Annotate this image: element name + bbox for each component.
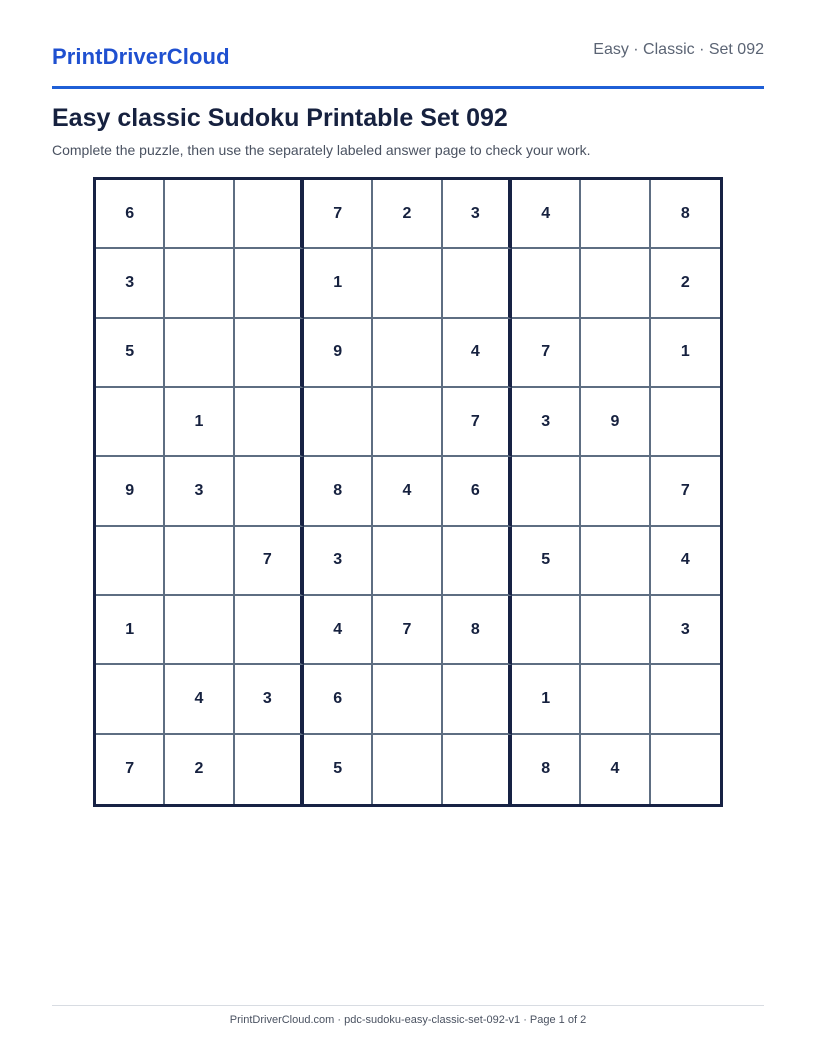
sudoku-cell[interactable]: 8 <box>304 457 373 526</box>
sudoku-cell[interactable] <box>581 596 650 665</box>
sudoku-cell[interactable]: 4 <box>165 665 234 734</box>
sudoku-cell[interactable]: 5 <box>96 319 165 388</box>
sudoku-cell[interactable]: 8 <box>651 180 720 249</box>
sudoku-cell[interactable]: 7 <box>96 735 165 804</box>
sudoku-cell[interactable]: 4 <box>373 457 442 526</box>
sudoku-cell[interactable]: 7 <box>443 388 512 457</box>
sudoku-cell[interactable] <box>581 319 650 388</box>
sudoku-grid <box>93 177 723 807</box>
sudoku-cell[interactable]: 3 <box>651 596 720 665</box>
sudoku-cell[interactable] <box>373 319 442 388</box>
page-subtitle: Complete the puzzle, then use the separately labeled answer page to check your work. <box>52 142 591 158</box>
sudoku-cell[interactable] <box>96 388 165 457</box>
sudoku-cell[interactable] <box>96 527 165 596</box>
sudoku-cell[interactable] <box>373 388 442 457</box>
sudoku-cell[interactable] <box>512 596 581 665</box>
sudoku-cell[interactable] <box>581 457 650 526</box>
sudoku-cell[interactable]: 3 <box>512 388 581 457</box>
sudoku-cell[interactable] <box>165 180 234 249</box>
sudoku-cell[interactable] <box>651 665 720 734</box>
sudoku-cell[interactable]: 3 <box>235 665 304 734</box>
sudoku-cell[interactable]: 4 <box>581 735 650 804</box>
sudoku-cell[interactable] <box>235 735 304 804</box>
sudoku-cell[interactable]: 3 <box>165 457 234 526</box>
sudoku-cell[interactable]: 2 <box>651 249 720 318</box>
sudoku-cell[interactable]: 4 <box>443 319 512 388</box>
sudoku-cell[interactable] <box>373 249 442 318</box>
sudoku-cell[interactable]: 6 <box>304 665 373 734</box>
sudoku-cell[interactable]: 4 <box>651 527 720 596</box>
sudoku-cell[interactable] <box>373 527 442 596</box>
sudoku-cell[interactable] <box>235 388 304 457</box>
sudoku-cell[interactable]: 8 <box>443 596 512 665</box>
sudoku-cell[interactable]: 7 <box>235 527 304 596</box>
sudoku-cell[interactable]: 7 <box>651 457 720 526</box>
sudoku-cell[interactable] <box>512 249 581 318</box>
sudoku-cell[interactable] <box>235 180 304 249</box>
sudoku-cell[interactable] <box>96 665 165 734</box>
sudoku-cell[interactable]: 4 <box>512 180 581 249</box>
sudoku-cell[interactable] <box>443 249 512 318</box>
page-header <box>52 36 764 89</box>
sudoku-cell[interactable] <box>581 180 650 249</box>
sudoku-cell[interactable]: 8 <box>512 735 581 804</box>
sudoku-cell[interactable] <box>512 457 581 526</box>
sudoku-cell[interactable] <box>581 527 650 596</box>
sudoku-cell[interactable]: 2 <box>165 735 234 804</box>
sudoku-cell[interactable] <box>443 527 512 596</box>
sudoku-cell[interactable]: 6 <box>443 457 512 526</box>
sudoku-cell[interactable]: 7 <box>304 180 373 249</box>
sudoku-cell[interactable] <box>373 735 442 804</box>
sudoku-cell[interactable] <box>304 388 373 457</box>
sudoku-cell[interactable]: 3 <box>304 527 373 596</box>
page-footer: PrintDriverCloud.com · pdc-sudoku-easy-classic-set-092-v1 · Page 1 of 2 <box>52 1005 764 1026</box>
sudoku-cell[interactable] <box>373 665 442 734</box>
sudoku-cell[interactable] <box>651 388 720 457</box>
sudoku-cell[interactable]: 4 <box>304 596 373 665</box>
page-title: Easy classic Sudoku Printable Set 092 <box>52 104 508 132</box>
sudoku-cell[interactable]: 9 <box>581 388 650 457</box>
sudoku-cell[interactable] <box>651 735 720 804</box>
sudoku-cell[interactable]: 3 <box>443 180 512 249</box>
sudoku-cell[interactable]: 1 <box>96 596 165 665</box>
sudoku-cell[interactable] <box>235 319 304 388</box>
sudoku-cell[interactable] <box>581 249 650 318</box>
sudoku-cell[interactable]: 9 <box>304 319 373 388</box>
sudoku-cell[interactable]: 1 <box>512 665 581 734</box>
sudoku-cell[interactable]: 7 <box>373 596 442 665</box>
sudoku-cell[interactable]: 1 <box>651 319 720 388</box>
sudoku-cell[interactable]: 7 <box>512 319 581 388</box>
sudoku-cell[interactable]: 2 <box>373 180 442 249</box>
sudoku-cell[interactable] <box>165 249 234 318</box>
sudoku-cell[interactable] <box>165 527 234 596</box>
sudoku-cell[interactable]: 5 <box>512 527 581 596</box>
puzzle-meta: Easy · Classic · Set 092 <box>593 41 764 58</box>
sudoku-cell[interactable] <box>443 735 512 804</box>
sudoku-cell[interactable]: 6 <box>96 180 165 249</box>
brand-logo-text: PrintDriverCloud <box>52 44 230 69</box>
sudoku-cell[interactable] <box>443 665 512 734</box>
sudoku-cell[interactable]: 9 <box>96 457 165 526</box>
sudoku-cell[interactable] <box>235 249 304 318</box>
sudoku-cell[interactable]: 1 <box>304 249 373 318</box>
sudoku-cell[interactable] <box>235 596 304 665</box>
sudoku-cell[interactable] <box>581 665 650 734</box>
sudoku-cell[interactable]: 1 <box>165 388 234 457</box>
sudoku-cell[interactable]: 3 <box>96 249 165 318</box>
sudoku-cell[interactable] <box>165 319 234 388</box>
sudoku-cell[interactable] <box>235 457 304 526</box>
sudoku-cell[interactable] <box>165 596 234 665</box>
sudoku-cell[interactable]: 5 <box>304 735 373 804</box>
